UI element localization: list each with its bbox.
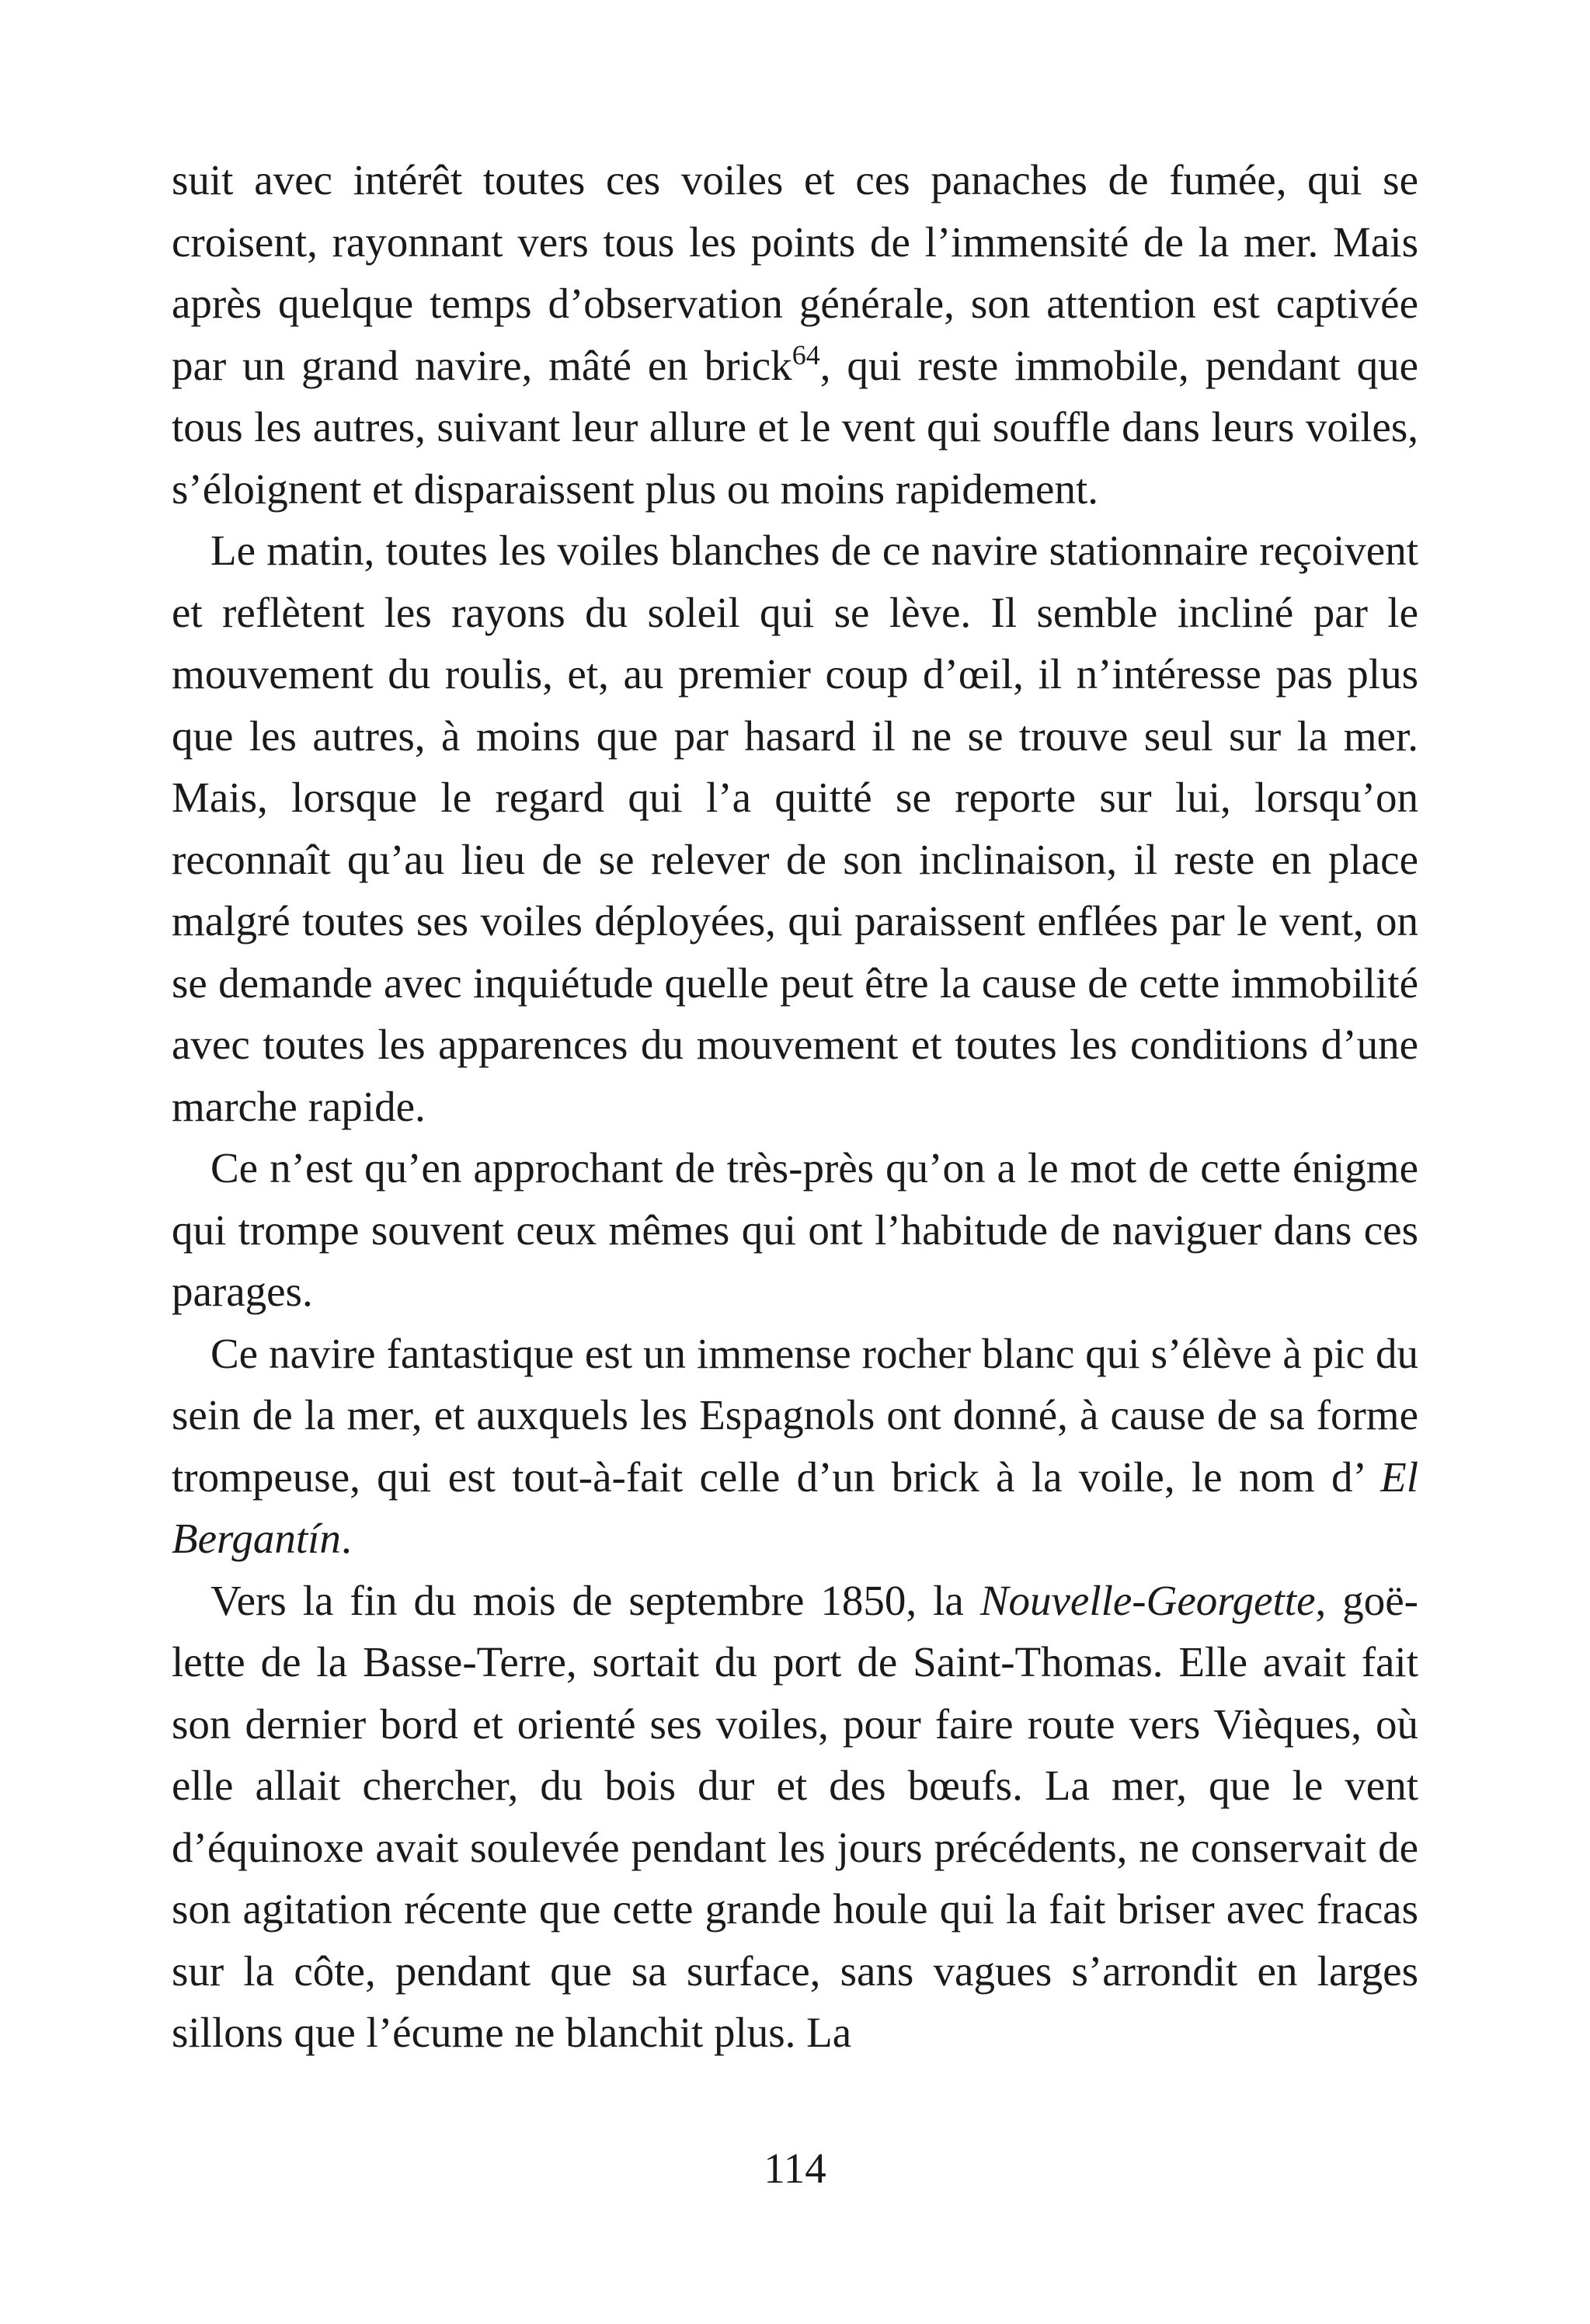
paragraph-2-text: Le matin, toutes les voiles blanches de ce navire stationnaire reçoivent et reflètent les rayons du soleil qui se lève. Il semble incliné par le mouvement du roulis, et, au premier coup d’œil, il n’intéresse pas plus que les autres, à moins que par hasard il ne se trouve seul sur la mer. Mais, lorsque le regard qui l’a quitté se reporte sur lui, lorsqu’on reconnaît qu’au lieu de se relever de son inclinaison, il reste en place malgré toutes ses voiles déployées, qui paraissent enflées par le vent, on se demande avec inquiétude quelle peut être la cause de cette immobilité avec toutes les apparences du mouvement et toutes les conditions d’une marche rapide.	[172, 527, 1418, 1130]
paragraph-2	[172, 520, 1418, 1137]
ship-name-nouvelle-georgette: Nouvelle-Georgette	[979, 1576, 1316, 1624]
paragraph-3-text: Ce n’est qu’en approchant de très-près qu’on a le mot de cette énigme qui trompe souvent ceux mêmes qui ont l’habitude de naviguer dans ces parages.	[172, 1144, 1418, 1315]
ship-name-el-bergantin: El Bergantín	[172, 1452, 1418, 1562]
footnote-marker-64: 64	[792, 339, 820, 371]
paragraph-4-text-1: Ce navire fantastique est un immense rocher blanc qui s’élève à pic du sein de la mer, et auxquels les Espagnols ont donné, à cause de sa forme trompeuse, qui est tout-à-fait celle d’un brick à la voile, le nom d’	[172, 1329, 1418, 1501]
paragraph-3	[172, 1137, 1418, 1323]
paragraph-5-text-2: , goëlette de la Basse-Terre, sortait du port de Saint-Thomas. Elle avait fait son dernier bord et orienté ses voiles, pour faire route vers Vièques, où elle allait chercher, du bois dur et des bœufs. La mer, que le vent d’équinoxe avait soulevée pendant les jours précédents, ne conservait de son agitation récente que cette grande houle qui la fait briser avec fracas sur la côte, pendant que sa surface, sans vagues s’arrondit en larges sillons que l’écume ne blanchit plus. La	[172, 1576, 1418, 2056]
body-text	[172, 149, 1418, 2064]
paragraph-4-text-2: .	[340, 1515, 352, 1562]
paragraph-1	[172, 149, 1418, 520]
paragraph-5	[172, 1570, 1418, 2064]
paragraph-1-text-1: suit avec intérêt toutes ces voiles et ces panaches de fumée, qui se croisent, rayonnant vers tous les points de l’immensité de la mer. Mais après quelque temps d’observation générale, son attention est captivée par un grand navire, mâté en brick	[172, 156, 1418, 389]
paragraph-4	[172, 1323, 1418, 1570]
paragraph-5-text-1: Vers la fin du mois de septembre 1850, la	[210, 1576, 980, 1624]
page-number: 114	[764, 2145, 826, 2192]
paragraph-1-text-2: , qui reste immobile, pendant que tous les autres, suivant leur allure et le vent qui souffle dans leurs voiles, s’éloignent et disparaissent plus ou moins rapidement.	[172, 341, 1418, 513]
